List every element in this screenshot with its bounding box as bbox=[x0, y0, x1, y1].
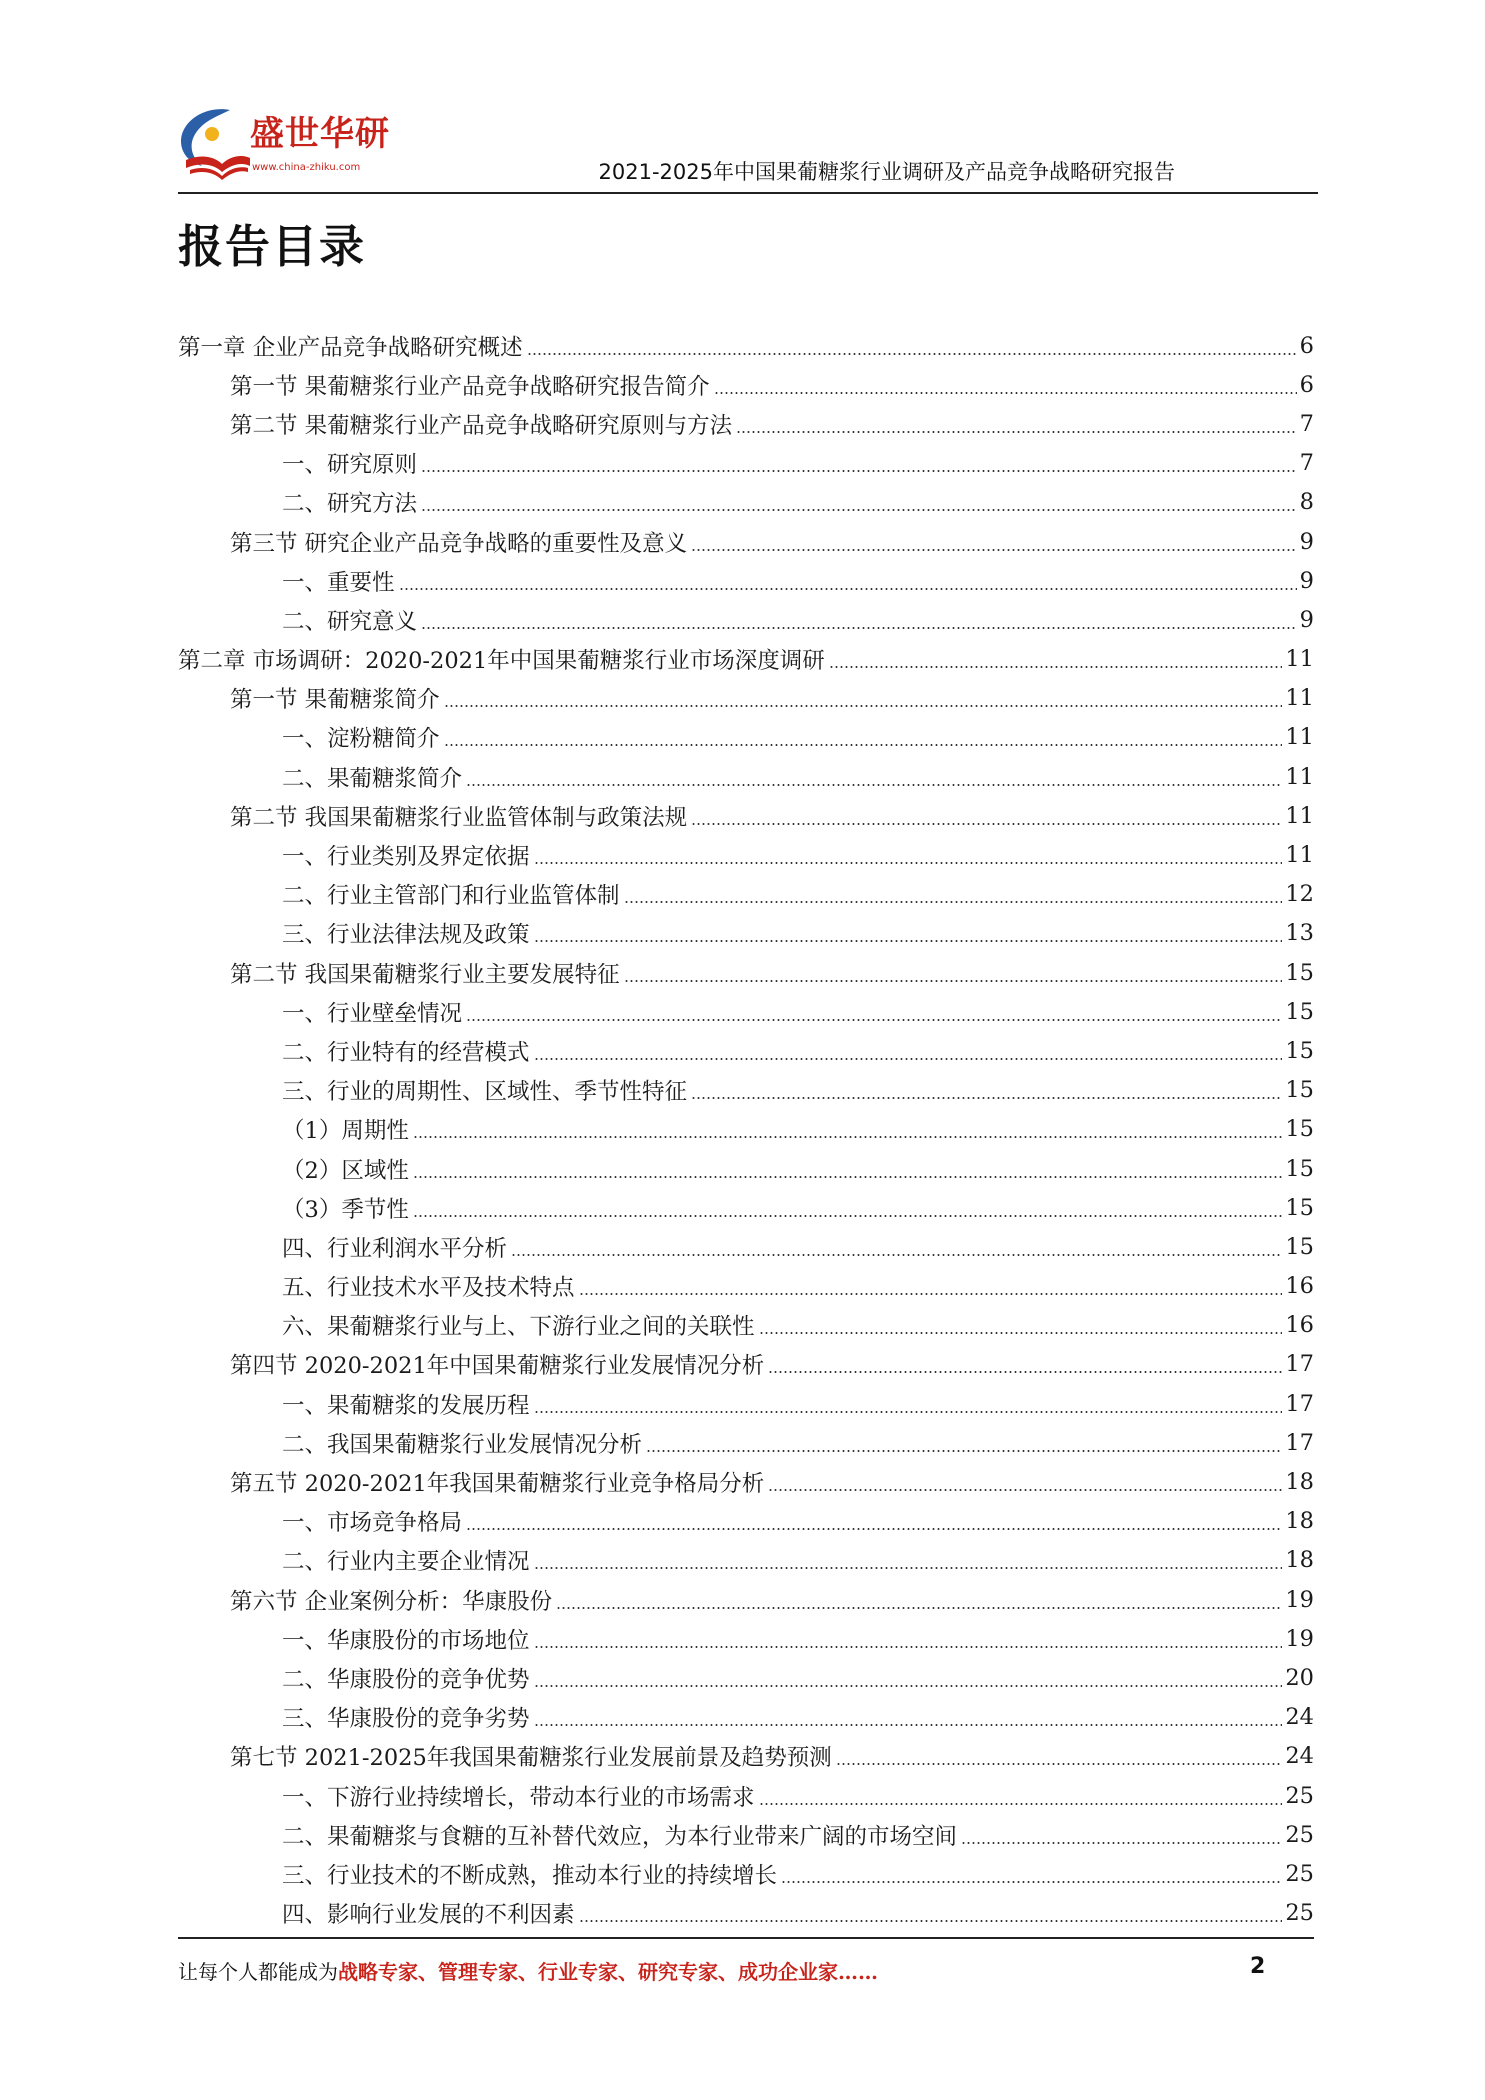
toc-leader-dots bbox=[421, 627, 1297, 629]
toc-entry[interactable] bbox=[178, 483, 1314, 522]
toc-entry-label: 第二节 我国果葡糖浆行业主要发展特征 bbox=[230, 957, 624, 989]
toc-leader-dots bbox=[511, 1254, 1282, 1256]
toc-entry[interactable] bbox=[178, 640, 1314, 679]
toc-leader-dots bbox=[836, 1763, 1283, 1765]
toc-entry-page: 18 bbox=[1285, 1547, 1314, 1574]
toc-leader-dots bbox=[466, 1019, 1282, 1021]
toc-entry-page: 24 bbox=[1285, 1704, 1314, 1731]
toc-entry[interactable] bbox=[178, 561, 1314, 600]
slogan-highlight: 战略专家、管理专家、行业专家、研究专家、成功企业家 bbox=[338, 1960, 838, 1984]
toc-entry-page: 18 bbox=[1285, 1508, 1314, 1535]
toc-entry-label: （2）区域性 bbox=[282, 1153, 413, 1185]
toc-entry-page: 15 bbox=[1285, 959, 1314, 986]
toc-leader-dots bbox=[829, 666, 1283, 668]
toc-entry-label: 三、行业法律法规及政策 bbox=[282, 917, 534, 949]
toc-entry[interactable] bbox=[178, 1541, 1314, 1580]
toc-entry-page: 11 bbox=[1285, 763, 1314, 790]
toc-entry[interactable] bbox=[178, 1306, 1314, 1345]
toc-entry[interactable] bbox=[178, 444, 1314, 483]
toc-entry-page: 13 bbox=[1285, 920, 1314, 947]
toc-entry-label: 第一章 企业产品竞争战略研究概述 bbox=[178, 330, 527, 362]
toc-entry[interactable] bbox=[178, 1227, 1314, 1266]
toc-leader-dots bbox=[534, 1567, 1283, 1569]
toc-entry-label: （3）季节性 bbox=[282, 1192, 413, 1224]
toc-entry-label: 第二章 市场调研：2020-2021年中国果葡糖浆行业市场深度调研 bbox=[178, 643, 829, 675]
toc-entry-label: 一、果葡糖浆的发展历程 bbox=[282, 1388, 534, 1420]
toc-leader-dots bbox=[736, 431, 1297, 433]
toc-entry-label: 二、行业主管部门和行业监管体制 bbox=[282, 878, 624, 910]
toc-entry-label: 一、市场竞争格局 bbox=[282, 1505, 466, 1537]
toc-entry-page: 7 bbox=[1299, 450, 1314, 477]
footer-divider bbox=[178, 1937, 1314, 1939]
toc-entry-label: 三、行业的周期性、区域性、季节性特征 bbox=[282, 1074, 691, 1106]
toc-entry[interactable] bbox=[178, 796, 1314, 835]
toc-leader-dots bbox=[534, 862, 1283, 864]
toc-entry[interactable] bbox=[178, 1776, 1314, 1815]
toc-entry[interactable] bbox=[178, 757, 1314, 796]
toc-entry-page: 6 bbox=[1299, 332, 1314, 359]
toc-entry-page: 9 bbox=[1299, 528, 1314, 555]
toc-entry[interactable] bbox=[178, 1071, 1314, 1110]
toc-entry-page: 19 bbox=[1285, 1625, 1314, 1652]
toc-entry-label: 第一节 果葡糖浆简介 bbox=[230, 682, 444, 714]
toc-entry-label: 二、研究意义 bbox=[282, 604, 421, 636]
toc-entry-page: 6 bbox=[1299, 371, 1314, 398]
toc-entry[interactable] bbox=[178, 1619, 1314, 1658]
toc-entry-label: 四、行业利润水平分析 bbox=[282, 1231, 511, 1263]
toc-entry-page: 12 bbox=[1285, 881, 1314, 908]
toc-entry-label: 一、下游行业持续增长，带动本行业的市场需求 bbox=[282, 1780, 759, 1812]
toc-entry-page: 15 bbox=[1285, 1155, 1314, 1182]
toc-entry-page: 15 bbox=[1285, 1037, 1314, 1064]
toc-leader-dots bbox=[781, 1881, 1282, 1883]
toc-leader-dots bbox=[759, 1803, 1283, 1805]
toc-entry[interactable] bbox=[178, 875, 1314, 914]
toc-leader-dots bbox=[714, 392, 1297, 394]
toc-entry-label: 三、华康股份的竞争劣势 bbox=[282, 1701, 534, 1733]
toc-entry[interactable] bbox=[178, 1267, 1314, 1306]
toc-entry-label: （1）周期性 bbox=[282, 1113, 413, 1145]
toc-leader-dots bbox=[534, 1058, 1283, 1060]
toc-entry-label: 六、果葡糖浆行业与上、下游行业之间的关联性 bbox=[282, 1309, 759, 1341]
toc-entry[interactable] bbox=[178, 1737, 1314, 1776]
toc-leader-dots bbox=[527, 353, 1297, 355]
toc-entry-page: 9 bbox=[1299, 606, 1314, 633]
toc-entry[interactable] bbox=[178, 718, 1314, 757]
toc-entry-label: 一、淀粉糖简介 bbox=[282, 721, 444, 753]
toc-entry[interactable] bbox=[178, 835, 1314, 874]
toc-entry-page: 16 bbox=[1285, 1312, 1314, 1339]
toc-entry[interactable] bbox=[178, 1580, 1314, 1619]
toc-entry[interactable] bbox=[178, 1345, 1314, 1384]
toc-entry[interactable] bbox=[178, 404, 1314, 443]
slogan-prefix: 让每个人都能成为 bbox=[178, 1960, 338, 1984]
toc-leader-dots bbox=[534, 1685, 1283, 1687]
toc-leader-dots bbox=[534, 1724, 1283, 1726]
toc-entry-label: 第七节 2021-2025年我国果葡糖浆行业发展前景及趋势预测 bbox=[230, 1740, 836, 1772]
toc-entry-page: 25 bbox=[1285, 1900, 1314, 1927]
toc-entry-page: 15 bbox=[1285, 1116, 1314, 1143]
toc-leader-dots bbox=[413, 1176, 1283, 1178]
table-of-contents bbox=[178, 326, 1314, 1933]
toc-entry-label: 三、行业技术的不断成熟，推动本行业的持续增长 bbox=[282, 1858, 781, 1890]
toc-leader-dots bbox=[556, 1607, 1282, 1609]
toc-entry[interactable] bbox=[178, 1854, 1314, 1893]
toc-entry-label: 一、华康股份的市场地位 bbox=[282, 1623, 534, 1655]
toc-entry-page: 19 bbox=[1285, 1586, 1314, 1613]
toc-entry-label: 一、行业壁垒情况 bbox=[282, 996, 466, 1028]
toc-entry-page: 17 bbox=[1285, 1351, 1314, 1378]
toc-leader-dots bbox=[421, 509, 1297, 511]
footer-slogan bbox=[178, 1956, 878, 1985]
toc-entry[interactable] bbox=[178, 679, 1314, 718]
toc-entry[interactable] bbox=[178, 1384, 1314, 1423]
toc-entry-page: 11 bbox=[1285, 685, 1314, 712]
toc-entry[interactable] bbox=[178, 1894, 1314, 1933]
header-divider bbox=[178, 192, 1318, 194]
toc-leader-dots bbox=[646, 1450, 1282, 1452]
toc-entry-label: 二、果葡糖浆简介 bbox=[282, 761, 466, 793]
toc-entry-page: 17 bbox=[1285, 1429, 1314, 1456]
toc-entry-label: 一、研究原则 bbox=[282, 447, 421, 479]
toc-leader-dots bbox=[961, 1842, 1282, 1844]
toc-entry-page: 18 bbox=[1285, 1469, 1314, 1496]
toc-title: 报告目录 bbox=[178, 220, 367, 273]
toc-entry[interactable] bbox=[178, 365, 1314, 404]
toc-entry-label: 第三节 研究企业产品竞争战略的重要性及意义 bbox=[230, 526, 691, 558]
toc-entry-page: 9 bbox=[1299, 567, 1314, 594]
toc-entry[interactable] bbox=[178, 1462, 1314, 1501]
toc-leader-dots bbox=[444, 705, 1283, 707]
toc-entry[interactable] bbox=[178, 522, 1314, 561]
toc-entry-label: 第六节 企业案例分析：华康股份 bbox=[230, 1584, 556, 1616]
toc-leader-dots bbox=[466, 1528, 1282, 1530]
toc-entry[interactable] bbox=[178, 1149, 1314, 1188]
toc-entry-page: 25 bbox=[1285, 1860, 1314, 1887]
toc-leader-dots bbox=[759, 1332, 1283, 1334]
toc-leader-dots bbox=[579, 1920, 1283, 1922]
toc-leader-dots bbox=[421, 470, 1297, 472]
toc-entry[interactable] bbox=[178, 1502, 1314, 1541]
toc-leader-dots bbox=[691, 549, 1297, 551]
toc-entry-page: 11 bbox=[1285, 724, 1314, 751]
toc-leader-dots bbox=[399, 588, 1297, 590]
toc-entry-page: 15 bbox=[1285, 1194, 1314, 1221]
toc-entry[interactable] bbox=[178, 600, 1314, 639]
logo-mark-icon bbox=[172, 104, 252, 182]
toc-leader-dots bbox=[691, 1097, 1282, 1099]
toc-entry[interactable] bbox=[178, 1110, 1314, 1149]
toc-entry[interactable] bbox=[178, 992, 1314, 1031]
toc-leader-dots bbox=[579, 1293, 1283, 1295]
toc-leader-dots bbox=[466, 784, 1282, 786]
toc-entry-page: 7 bbox=[1299, 410, 1314, 437]
toc-leader-dots bbox=[768, 1371, 1282, 1373]
toc-leader-dots bbox=[413, 1136, 1283, 1138]
toc-leader-dots bbox=[534, 940, 1283, 942]
slogan-suffix: …… bbox=[838, 1960, 878, 1984]
toc-entry-label: 第二节 我国果葡糖浆行业监管体制与政策法规 bbox=[230, 800, 691, 832]
toc-entry-label: 二、行业特有的经营模式 bbox=[282, 1035, 534, 1067]
toc-leader-dots bbox=[768, 1489, 1282, 1491]
toc-entry[interactable] bbox=[178, 953, 1314, 992]
toc-entry-label: 二、果葡糖浆与食糖的互补替代效应，为本行业带来广阔的市场空间 bbox=[282, 1819, 961, 1851]
toc-entry-page: 11 bbox=[1285, 646, 1314, 673]
toc-leader-dots bbox=[444, 744, 1283, 746]
toc-leader-dots bbox=[534, 1411, 1283, 1413]
toc-entry-page: 17 bbox=[1285, 1390, 1314, 1417]
toc-leader-dots bbox=[624, 980, 1283, 982]
toc-entry-page: 8 bbox=[1299, 489, 1314, 516]
toc-entry[interactable] bbox=[178, 914, 1314, 953]
toc-entry[interactable] bbox=[178, 1031, 1314, 1070]
toc-leader-dots bbox=[534, 1646, 1283, 1648]
toc-entry[interactable] bbox=[178, 326, 1314, 365]
toc-entry[interactable] bbox=[178, 1188, 1314, 1227]
toc-entry[interactable] bbox=[178, 1658, 1314, 1697]
toc-leader-dots bbox=[413, 1215, 1283, 1217]
toc-entry-page: 11 bbox=[1285, 842, 1314, 869]
toc-entry-page: 24 bbox=[1285, 1743, 1314, 1770]
logo-text: 盛世华研 bbox=[250, 114, 390, 154]
toc-entry-label: 四、影响行业发展的不利因素 bbox=[282, 1897, 579, 1929]
toc-entry-page: 11 bbox=[1285, 802, 1314, 829]
toc-entry-label: 二、华康股份的竞争优势 bbox=[282, 1662, 534, 1694]
page-number: 2 bbox=[1250, 1954, 1266, 1979]
toc-entry-label: 二、研究方法 bbox=[282, 486, 421, 518]
toc-entry-label: 第二节 果葡糖浆行业产品竞争战略研究原则与方法 bbox=[230, 408, 736, 440]
toc-entry-page: 25 bbox=[1285, 1821, 1314, 1848]
logo-url: www.china-zhiku.com bbox=[252, 162, 361, 173]
toc-entry-page: 25 bbox=[1285, 1782, 1314, 1809]
toc-entry-page: 15 bbox=[1285, 1233, 1314, 1260]
toc-entry-label: 一、行业类别及界定依据 bbox=[282, 839, 534, 871]
report-title: 2021-2025年中国果葡糖浆行业调研及产品竞争战略研究报告 bbox=[598, 160, 1175, 184]
toc-entry[interactable] bbox=[178, 1423, 1314, 1462]
toc-entry-page: 15 bbox=[1285, 1077, 1314, 1104]
toc-entry-label: 五、行业技术水平及技术特点 bbox=[282, 1270, 579, 1302]
toc-entry-label: 二、行业内主要企业情况 bbox=[282, 1544, 534, 1576]
toc-entry[interactable] bbox=[178, 1815, 1314, 1854]
toc-entry-page: 20 bbox=[1285, 1664, 1314, 1691]
toc-entry-page: 15 bbox=[1285, 998, 1314, 1025]
toc-entry-label: 二、我国果葡糖浆行业发展情况分析 bbox=[282, 1427, 646, 1459]
toc-leader-dots bbox=[624, 901, 1283, 903]
toc-entry-page: 16 bbox=[1285, 1273, 1314, 1300]
toc-entry-label: 第一节 果葡糖浆行业产品竞争战略研究报告简介 bbox=[230, 369, 714, 401]
company-logo bbox=[172, 104, 392, 182]
toc-entry[interactable] bbox=[178, 1698, 1314, 1737]
toc-leader-dots bbox=[691, 823, 1282, 825]
toc-entry-label: 第五节 2020-2021年我国果葡糖浆行业竞争格局分析 bbox=[230, 1466, 768, 1498]
toc-entry-label: 第四节 2020-2021年中国果葡糖浆行业发展情况分析 bbox=[230, 1348, 768, 1380]
toc-entry-label: 一、重要性 bbox=[282, 565, 399, 597]
